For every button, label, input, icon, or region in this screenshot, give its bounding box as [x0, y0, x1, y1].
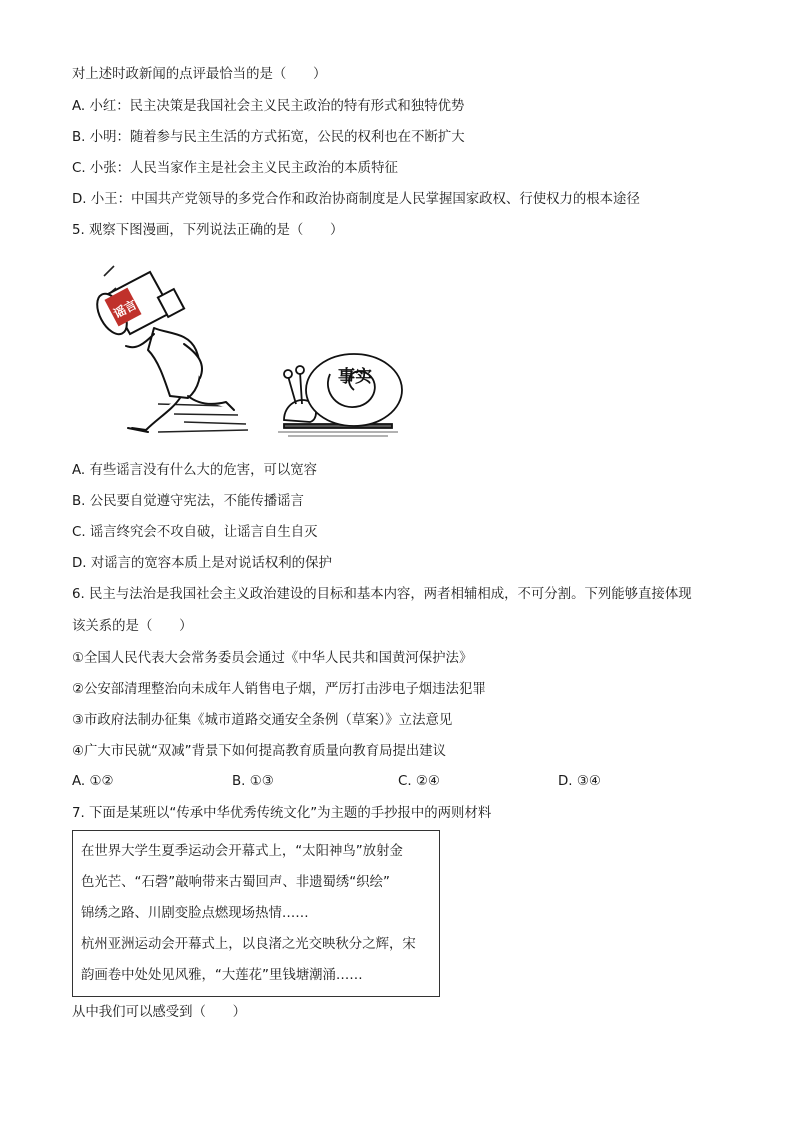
snail-figure — [284, 354, 402, 428]
q7-material-line: 在世界大学生夏季运动会开幕式上，“太阳神鸟”放射金 — [81, 844, 403, 859]
fact-label: 事实 — [338, 367, 372, 387]
q7-material-box — [72, 830, 440, 997]
q4-option-c: C. 小张：人民当家作主是社会主义民主政治的本质特征 — [72, 161, 398, 176]
q4-option-b: B. 小明：随着参与民主生活的方式拓宽，公民的权利也在不断扩大 — [72, 130, 465, 145]
q5-stem: 5. 观察下图漫画，下列说法正确的是（ ） — [72, 223, 344, 238]
rumor-label: 谣言 — [111, 297, 140, 321]
question-intro: 对上述时政新闻的点评最恰当的是（ ） — [72, 67, 327, 82]
q6-choice-d: D. ③④ — [558, 774, 601, 789]
q4-option-a: A. 小红：民主决策是我国社会主义民主政治的特有形式和独特优势 — [72, 99, 465, 114]
q5-option-a: A. 有些谣言没有什么大的危害，可以宽容 — [72, 463, 318, 478]
q7-question: 从中我们可以感受到（ ） — [72, 1005, 247, 1020]
q7-stem: 7. 下面是某班以“传承中华优秀传统文化”为主题的手抄报中的两则材料 — [72, 806, 492, 821]
megaphone-figure — [91, 272, 184, 339]
q5-option-b: B. 公民要自觉遵守宪法，不能传播谣言 — [72, 494, 304, 509]
q6-item-2: ②公安部清理整治向未成年人销售电子烟，严厉打击涉电子烟违法犯罪 — [72, 682, 486, 697]
q7-material-line: 韵画卷中处处见风雅，“大莲花”里钱塘潮涌…… — [81, 968, 363, 983]
q6-item-1: ①全国人民代表大会常务委员会通过《中华人民共和国黄河保护法》 — [72, 651, 473, 666]
q6-choice-c: C. ②④ — [398, 774, 440, 789]
q6-choice-b: B. ①③ — [232, 774, 274, 789]
q6-stem-line2: 该关系的是（ ） — [72, 619, 193, 634]
q5-option-c: C. 谣言终究会不攻自破，让谣言自生自灭 — [72, 525, 318, 540]
q6-item-4: ④广大市民就“双减”背景下如何提高教育质量向教育局提出建议 — [72, 744, 447, 759]
q6-choices — [72, 774, 732, 792]
q6-stem-line1: 6. 民主与法治是我国社会主义政治建设的目标和基本内容，两者相辅相成，不可分割。下列能够直接体现 — [72, 587, 692, 602]
q7-material-line: 锦绣之路、川剧变脸点燃现场热情…… — [81, 906, 309, 921]
q6-item-3: ③市政府法制办征集《城市道路交通安全条例（草案）》立法意见 — [72, 713, 453, 728]
q7-material-line: 杭州亚洲运动会开幕式上，以良渚之光交映秋分之辉，宋 — [81, 937, 416, 952]
rumor-vs-fact-cartoon — [88, 254, 404, 440]
q4-option-d: D. 小王：中国共产党领导的多党合作和政治协商制度是人民掌握国家政权、行使权力的根本途径 — [72, 192, 640, 207]
q6-choice-a: A. ①② — [72, 774, 114, 789]
q7-material-line: 色光芒、“石磬”敲响带来古蜀回声、非遗蜀绣“织绘” — [81, 875, 390, 890]
q5-option-d: D. 对谣言的宽容本质上是对说话权利的保护 — [72, 556, 332, 571]
